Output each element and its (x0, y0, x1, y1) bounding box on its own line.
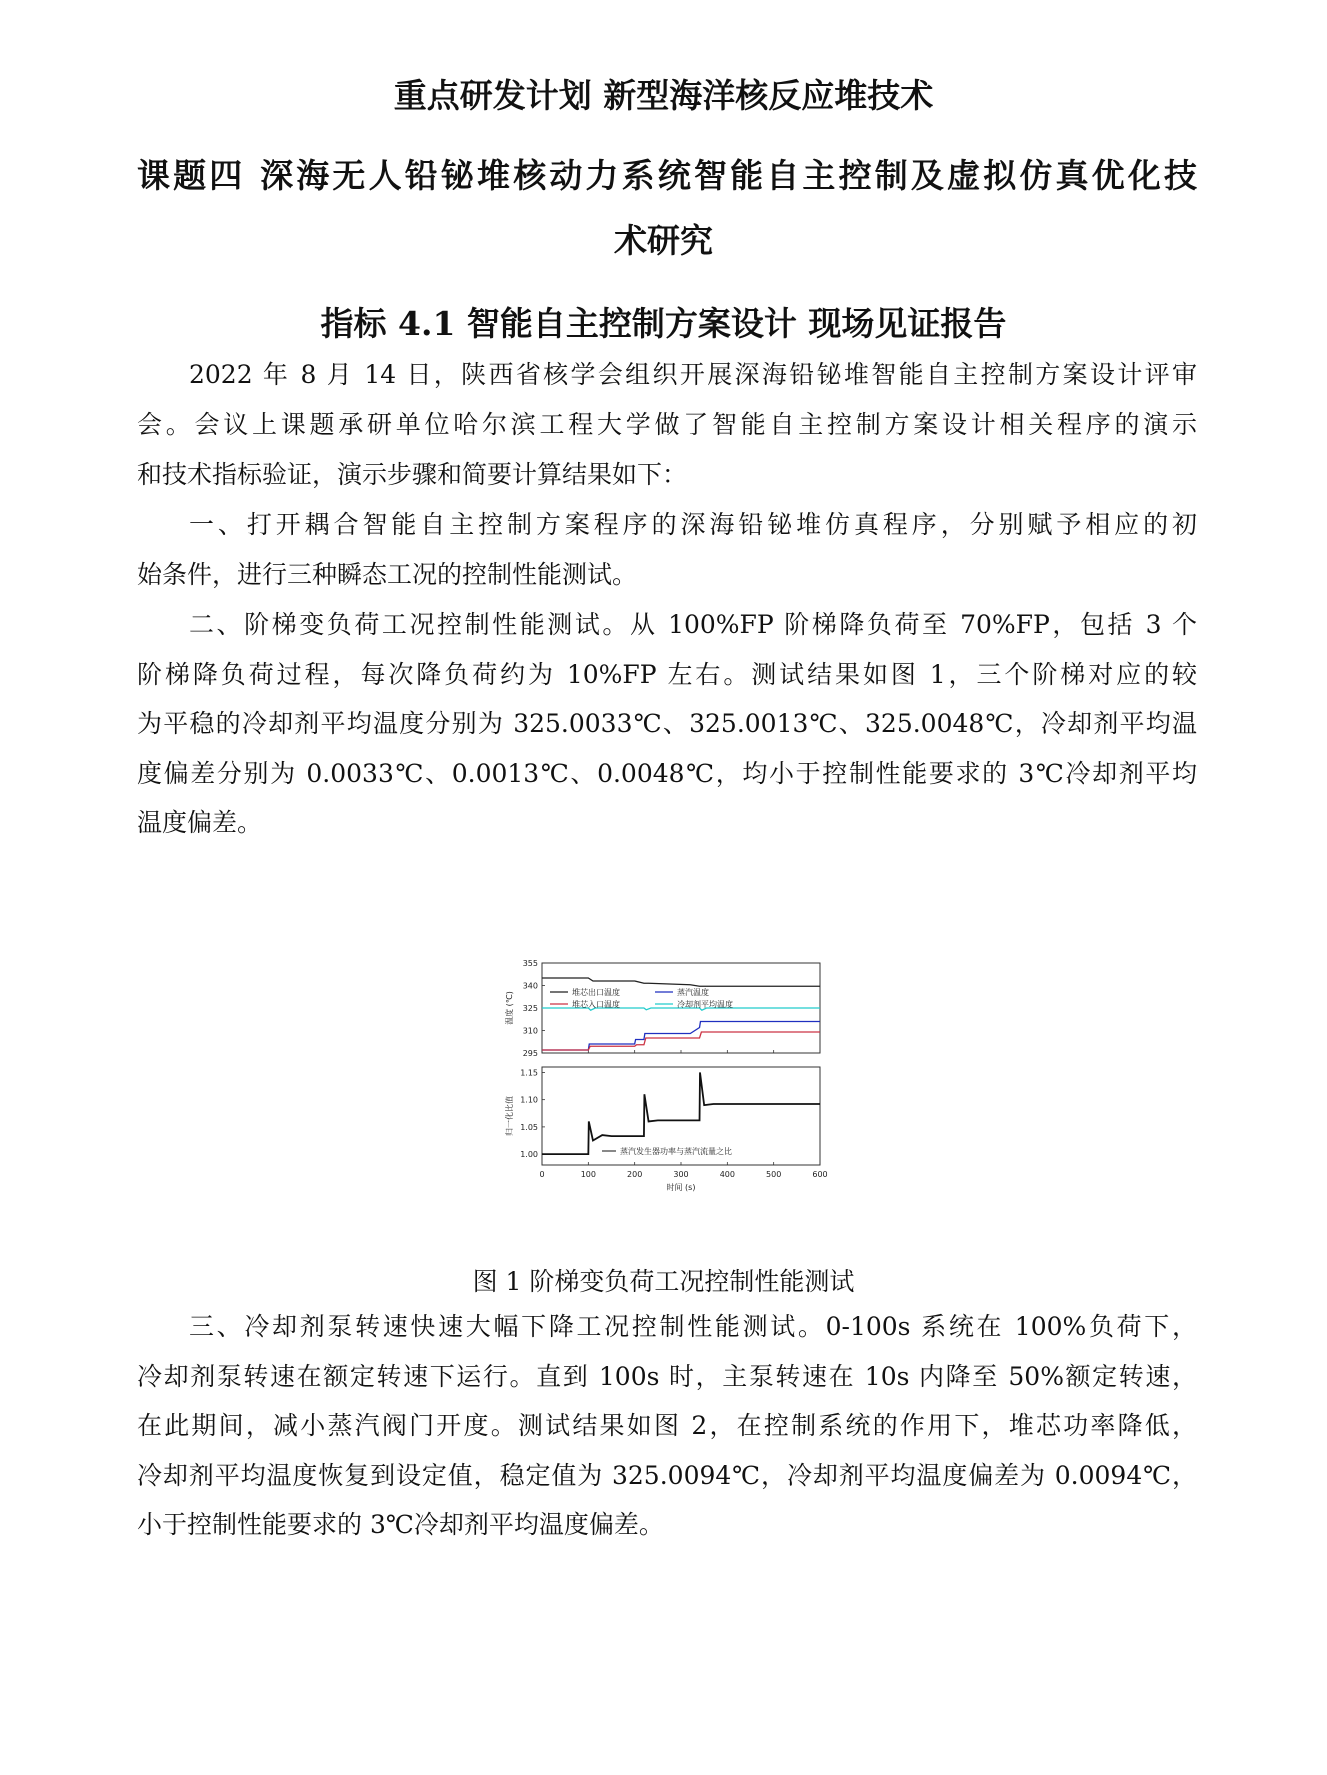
paragraph-1-line-3: 和技术指标验证，演示步骤和简要计算结果如下： (137, 460, 688, 489)
legend-label: 堆芯入口温度 (572, 1000, 620, 1009)
paragraph-2-line-1: 一、打开耦合智能自主控制方案程序的深海铅铋堆仿真程序，分别赋予相应的初 (189, 510, 1197, 539)
paragraph-2-line-2: 始条件，进行三种瞬态工况的控制性能测试。 (137, 560, 638, 589)
topic-title-line1: 课题四 深海无人铅铋堆核动力系统智能自主控制及虚拟仿真优化技 (137, 156, 1197, 195)
paragraph-1-line-1: 2022 年 8 月 14 日，陕西省核学会组织开展深海铅铋堆智能自主控制方案设计评审 (189, 360, 1197, 389)
legend-label: 堆芯出口温度 (572, 988, 620, 997)
figure-1 (490, 955, 850, 1240)
x-tick-label: 400 (719, 1170, 735, 1179)
legend-label: 蒸汽发生器功率与蒸汽流量之比 (620, 1147, 732, 1156)
x-tick-label: 0 (539, 1170, 545, 1179)
y-tick-label: 1.00 (520, 1150, 538, 1160)
legend-label: 冷却剂平均温度 (677, 1000, 733, 1009)
series-line-0 (542, 978, 820, 986)
y-tick-label: 340 (522, 981, 538, 991)
y-tick-label: 355 (522, 959, 538, 968)
x-tick-label: 600 (812, 1170, 828, 1179)
y-tick-label: 1.15 (520, 1068, 538, 1078)
paragraph-3-line-1: 二、阶梯变负荷工况控制性能测试。从 100%FP 阶梯降负荷至 70%FP，包括 3 个 (189, 610, 1197, 639)
topic-title-line2: 术研究 (614, 221, 713, 260)
indicator-title: 指标 4.1 智能自主控制方案设计 现场见证报告 (320, 304, 1007, 343)
paragraph-3-line-2: 阶梯降负荷过程，每次降负荷约为 10%FP 左右。测试结果如图 1，三个阶梯对应的较 (137, 660, 1197, 689)
y-tick-label: 310 (522, 1026, 538, 1036)
x-tick-label: 300 (673, 1170, 689, 1179)
paragraph-4-line-4: 冷却剂平均温度恢复到设定值，稳定值为 325.0094℃，冷却剂平均温度偏差为 0.0094℃， (137, 1461, 1197, 1490)
y-axis-label: 归一化比值 (505, 1096, 514, 1136)
y-tick-label: 295 (522, 1049, 538, 1058)
legend-label: 蒸汽温度 (677, 988, 709, 997)
program-title: 重点研发计划 新型海洋核反应堆技术 (393, 76, 934, 115)
paragraph-4-line-3: 在此期间，减小蒸汽阀门开度。测试结果如图 2，在控制系统的作用下，堆芯功率降低， (137, 1411, 1197, 1440)
series-line-1 (542, 1022, 820, 1051)
y-tick-label: 1.05 (520, 1122, 538, 1132)
x-tick-label: 100 (580, 1170, 596, 1179)
paragraph-4-line-5: 小于控制性能要求的 3℃冷却剂平均温度偏差。 (137, 1510, 664, 1539)
paragraph-4-line-2: 冷却剂泵转速在额定转速下运行。直到 100s 时，主泵转速在 10s 内降至 50%额定转速， (137, 1362, 1197, 1391)
figure-1-caption: 图 1 阶梯变负荷工况控制性能测试 (472, 1267, 855, 1296)
x-axis-label: 时间 (s) (666, 1183, 696, 1192)
paragraph-4-line-1: 三、冷却剂泵转速快速大幅下降工况控制性能测试。0-100s 系统在 100%负荷下， (189, 1312, 1197, 1341)
y-axis-label: 温度 (℃) (505, 991, 514, 1025)
x-tick-label: 200 (627, 1170, 643, 1179)
y-tick-label: 325 (522, 1004, 538, 1013)
paragraph-1-line-2: 会。会议上课题承研单位哈尔滨工程大学做了智能自主控制方案设计相关程序的演示 (137, 410, 1197, 439)
x-tick-label: 500 (766, 1170, 782, 1179)
paragraph-3-line-5: 温度偏差。 (137, 808, 263, 837)
y-tick-label: 1.10 (520, 1095, 538, 1105)
series-line-ratio (542, 1072, 820, 1154)
paragraph-3-line-3: 为平稳的冷却剂平均温度分别为 325.0033℃、325.0013℃、325.0048℃，冷却剂平均温 (137, 709, 1197, 738)
series-line-2 (542, 1032, 820, 1050)
paragraph-3-line-4: 度偏差分别为 0.0033℃、0.0013℃、0.0048℃，均小于控制性能要求的 3℃冷却剂平均 (137, 759, 1197, 788)
